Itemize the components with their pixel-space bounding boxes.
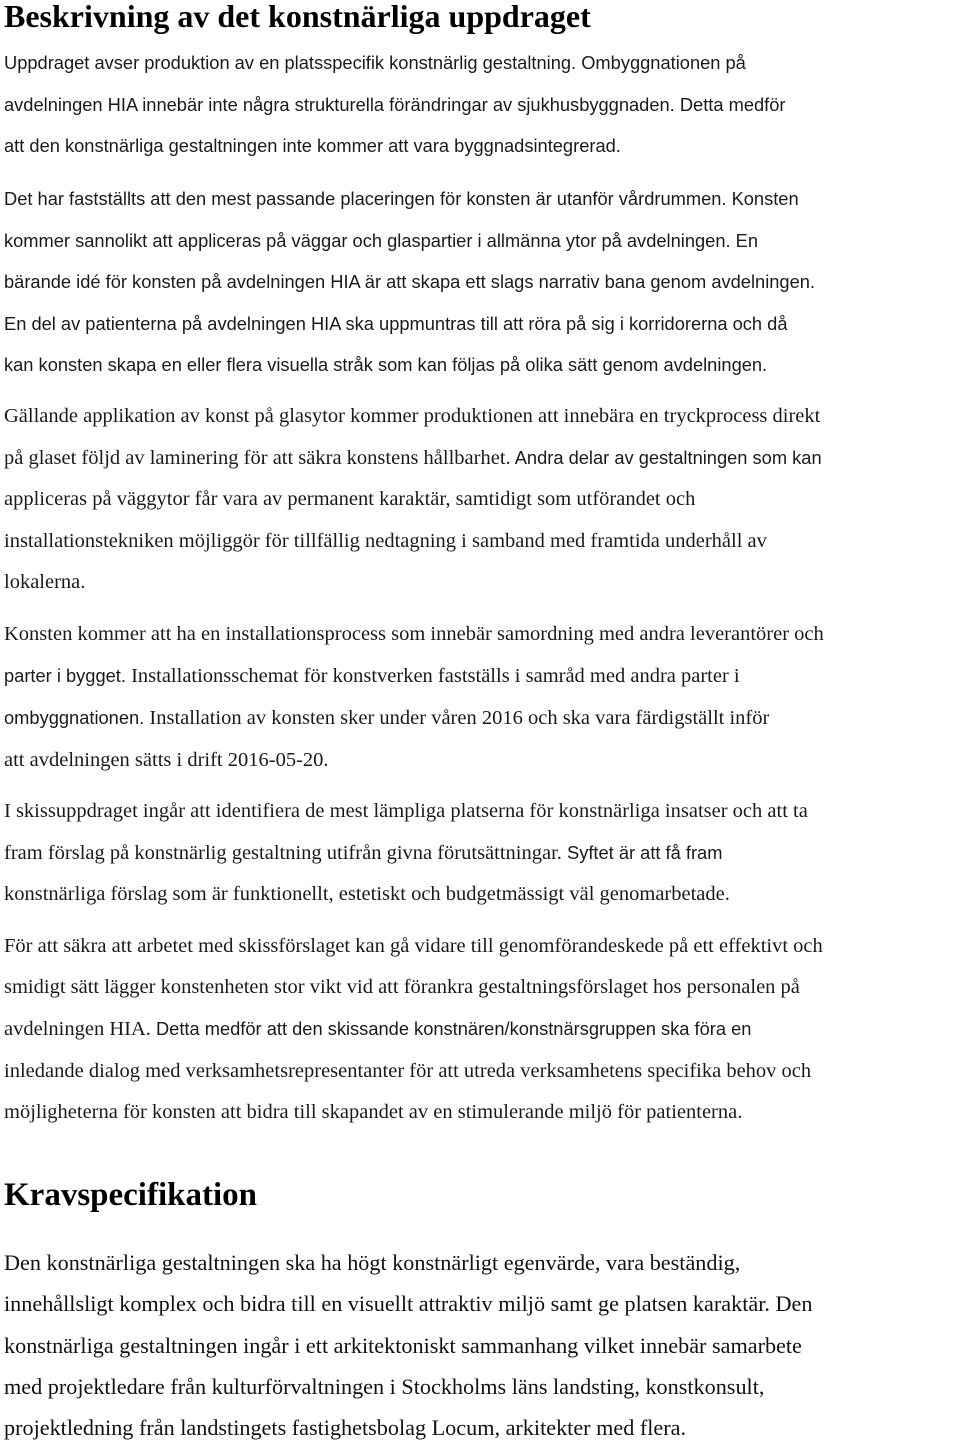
paragraph-assignment-intro	[4, 42, 960, 167]
text-run: på glaset följd av laminering för att säkra konstens hållbarhet.	[4, 447, 511, 470]
text-run: Syftet är att få fram	[561, 842, 723, 864]
text-line: att avdelningen sätts i drift 2016-05-20.	[4, 748, 329, 771]
text-line: Gällande applikation av konst på glasytor kommer produktionen att innebära en tryckprocess direkt	[4, 405, 821, 427]
text-line: I skissuppdraget ingår att identifiera de mest lämpliga platserna för konstnärliga insatser och att ta	[4, 800, 808, 822]
text-run: fram förslag på konstnärlig gestaltning utifrån givna förutsättningar.	[4, 842, 562, 865]
text-line: med projektledare från kulturförvaltningen i Stockholms läns landsting, konstkonsult,	[4, 1373, 765, 1399]
text-line: möjligheterna för konsten att bidra till skapandet av en stimulerande miljö för patienterna.	[4, 1100, 743, 1123]
text-line: För att säkra att arbetet med skissförslaget kan gå vidare till genomförandeskede på ett effektivt och	[4, 935, 823, 957]
paragraph-placement	[4, 178, 960, 386]
paragraph-sketch-assignment	[4, 791, 960, 916]
text-line: bärande idé för konsten på avdelningen HIA är att skapa ett slags narrativ bana genom avdelningen.	[4, 271, 816, 292]
text-line: Konsten kommer att ha en installationsprocess som innebär samordning med andra leverantörer och	[4, 623, 824, 645]
section-heading-description: Beskrivning av det konstnärliga uppdraget	[4, 0, 591, 34]
text-line: Uppdraget avser produktion av en platsspecifik konstnärlig gestaltning. Ombyggnationen på	[4, 52, 746, 73]
text-run: ombyggnationen.	[4, 707, 145, 729]
paragraph-installation	[4, 614, 960, 781]
text-run: Installationsschemat för konstverken fastställs i samråd med andra parter i	[125, 665, 740, 688]
text-run: avdelningen HIA.	[4, 1018, 151, 1041]
paragraph-requirements	[4, 1242, 960, 1448]
text-run: Andra delar av gestaltningen som kan	[510, 447, 822, 469]
text-line: projektledning från landstingets fastighetsbolag Locum, arkitekter med flera.	[4, 1415, 687, 1441]
text-line: lokalerna.	[4, 570, 86, 593]
text-line: avdelningen HIA innebär inte några strukturella förändringar av sjukhusbyggnaden. Detta medför	[4, 93, 786, 115]
text-line: Den konstnärliga gestaltningen ska ha högt konstnärligt egenvärde, vara beständig,	[4, 1250, 741, 1275]
text-line: att den konstnärliga gestaltningen inte kommer att vara byggnadsintegrerad.	[4, 135, 621, 156]
text-line: appliceras på väggytor får vara av permanent karaktär, samtidigt som utförandet och	[4, 488, 696, 511]
text-line: kan konsten skapa en eller flera visuella stråk som kan följas på olika sätt genom avdelningen.	[4, 354, 768, 375]
text-run: parter i bygget.	[4, 665, 126, 687]
text-line: smidigt sätt lägger konstenheten stor vikt vid att förankra gestaltningsförslaget hos personalen på	[4, 976, 800, 999]
text-line	[4, 437, 960, 479]
text-line: konstnärliga förslag som är funktionellt, estetiskt och budgetmässigt väl genomarbetade.	[4, 883, 730, 906]
text-run: Installation av konsten sker under våren 2016 och ska vara färdigställt inför	[144, 707, 770, 730]
paragraph-dialogue	[4, 926, 960, 1133]
section-heading-requirements: Kravspecifikation	[4, 1177, 257, 1213]
paragraph-glass-application	[4, 396, 960, 603]
text-line: innehållsligt komplex och bidra till en visuellt attraktiv miljö samt ge platsen karaktär. Den	[4, 1291, 813, 1317]
text-line: En del av patienterna på avdelningen HIA ska uppmuntras till att röra på sig i korridorerna och då	[4, 312, 788, 334]
text-line	[4, 832, 960, 874]
text-line: konstnärliga gestaltningen ingår i ett arkitektoniskt sammanhang vilket innebär samarbete	[4, 1332, 802, 1358]
text-line: Det har fastställts att den mest passande placeringen för konsten är utanför vårdrummen. Konsten	[4, 188, 799, 209]
text-line	[4, 655, 960, 697]
text-line	[4, 1008, 960, 1050]
text-run: Detta medför att den skissande konstnären/konstnärsgruppen ska föra en	[150, 1018, 752, 1040]
text-line: installationstekniken möjliggör för tillfällig nedtagning i samband med framtida underhåll av	[4, 529, 767, 552]
text-line	[4, 697, 960, 739]
text-line: kommer sannolikt att appliceras på väggar och glaspartier i allmänna ytor på avdelningen. En	[4, 229, 759, 251]
text-line: inledande dialog med verksamhetsrepresentanter för att utreda verksamhetens specifika behov och	[4, 1059, 812, 1082]
